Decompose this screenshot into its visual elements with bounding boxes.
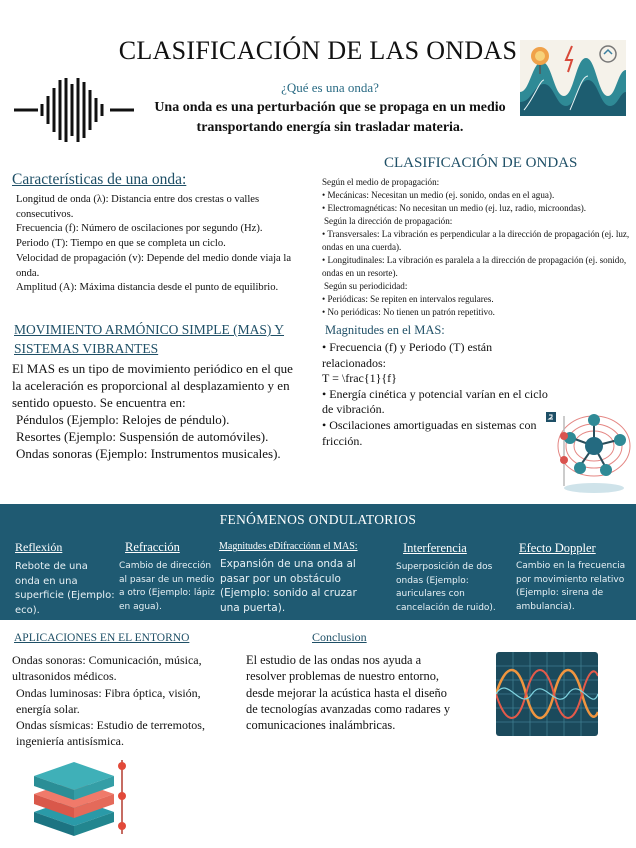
formula: T = \frac{1}{f} <box>322 371 397 386</box>
waves-illustration <box>520 40 626 116</box>
characteristics-heading: Características de una onda: <box>12 171 187 188</box>
list-item: Frecuencia (f): Número de oscilaciones por segundo (Hz). <box>16 223 263 235</box>
characteristics-list <box>12 193 312 296</box>
list-item: Velocidad de propagación (v): Depende del medio donde viaja la onda. <box>16 252 292 279</box>
phenomenon-text: Superposición de dos ondas (Ejemplo: auriculares con cancelación de ruido). <box>396 562 496 613</box>
list-item: Longitud de onda (λ): Distancia entre dos crestas o valles consecutivos. <box>16 194 260 220</box>
conclusion-heading: Conclusion <box>312 630 367 644</box>
layers-illustration <box>28 756 132 838</box>
oscillator-illustration <box>544 406 632 496</box>
list-item: Ondas luminosas: Fibra óptica, visión, energía solar. <box>16 685 201 716</box>
phenomenon-title: Refracción <box>125 540 180 554</box>
phenomenon-title: Efecto Doppler <box>519 541 596 555</box>
wave-icon <box>14 74 134 144</box>
list-item: Péndulos (Ejemplo: Relojes de péndulo). <box>16 412 230 427</box>
phenomenon-title: Interferencia <box>403 541 467 555</box>
list-item: • Periódicas: Se repiten en intervalos regulares. <box>322 294 494 304</box>
mas-heading: MOVIMIENTO ARMÓNICO SIMPLE (MAS) Y SISTEMAS VIBRANTES <box>14 322 285 356</box>
list-item: Ondas sísmicas: Estudio de terremotos, ingeniería antisísmica. <box>16 718 205 749</box>
list-item: • Energía cinética y potencial varían en el ciclo de vibración. <box>322 386 548 417</box>
phenomenon-title: Reflexión <box>15 540 63 554</box>
list-item: • Frecuencia (f) y Periodo (T) están relacionados: <box>322 340 493 370</box>
list-item: Resortes (Ejemplo: Suspensión de automóviles). <box>16 429 269 444</box>
page-title: CLASIFICACIÓN DE LAS ONDAS <box>118 36 518 65</box>
classification-heading: CLASIFICACIÓN DE ONDAS <box>384 155 578 171</box>
phenomenon-text: Rebote de una onda en una superficie (Ejemplo: eco). <box>15 561 115 616</box>
list-item: Según su periodicidad: <box>324 281 408 291</box>
list-item: Según el medio de propagación: <box>322 177 440 187</box>
list-item: • No periódicas: No tienen un patrón repetitivo. <box>322 307 495 317</box>
list-item: Periodo (T): Tiempo en que se completa un ciclo. <box>16 238 226 250</box>
list-item: • Mecánicas: Necesitan un medio (ej. sonido, ondas en el agua). <box>322 190 555 200</box>
list-item: • Longitudinales: La vibración es paralela a la dirección de propagación (ej. sonido, ondas en un resorte). <box>322 255 627 278</box>
phenomenon-text: Cambio en la frecuencia por movimiento relativo (Ejemplo: sirena de ambulancia). <box>516 561 626 612</box>
list-item: • Oscilaciones amortiguadas en sistemas con fricción. <box>322 417 537 448</box>
list-item: • Transversales: La vibración es perpendicular a la dirección de propagación (ej. luz, ondas en una cuerda). <box>322 229 630 252</box>
applications-list <box>12 652 227 750</box>
phenomenon-title: Magnitudes eDifracciónn el MAS: <box>219 541 358 552</box>
list-item: Según la dirección de propagación: <box>324 216 453 226</box>
list-item: Amplitud (A): Máxima distancia desde el punto de equilibrio. <box>16 282 279 294</box>
classification-list <box>322 176 636 319</box>
question-heading: ¿Qué es una onda? <box>281 80 379 95</box>
mas-intro: El MAS es un tipo de movimiento periódico en el que la aceleración es proporcional al desplazamiento y en sentido opuesto. Se encuentra en: <box>12 361 293 410</box>
list-item: Ondas sonoras (Ejemplo: Instrumentos musicales). <box>16 446 281 461</box>
list-item: • Electromagnéticas: No necesitan un medio (ej. luz, radio, microondas). <box>322 203 587 213</box>
wave-definition: Una onda es una perturbación que se propaga en un medio transportando energía sin trasladar materia. <box>154 100 506 135</box>
mas-body <box>12 360 302 462</box>
phenomena-heading: FENÓMENOS ONDULATORIOS <box>219 512 417 527</box>
oscilloscope-illustration <box>496 652 598 736</box>
phenomenon-text: Cambio de dirección al pasar de un medio a otro (Ejemplo: lápiz en agua). <box>119 561 215 612</box>
magnitudes-heading: Magnitudes en el MAS: <box>325 323 445 337</box>
magnitudes-list <box>322 340 552 449</box>
applications-heading: APLICACIONES EN EL ENTORNO <box>14 632 190 644</box>
list-item: Ondas sonoras: Comunicación, música, ultrasonidos médicos. <box>12 653 202 684</box>
phenomenon-text: Expansión de una onda al pasar por un obstáculo (Ejemplo: sonido al cruzar una puerta). <box>220 558 357 614</box>
conclusion-text: El estudio de las ondas nos ayuda a resolver problemas de nuestro entorno, desde mejorar la acústica hasta el diseño de tecnologías avanzadas como radares y comunicaciones inalámbricas. <box>246 653 451 733</box>
